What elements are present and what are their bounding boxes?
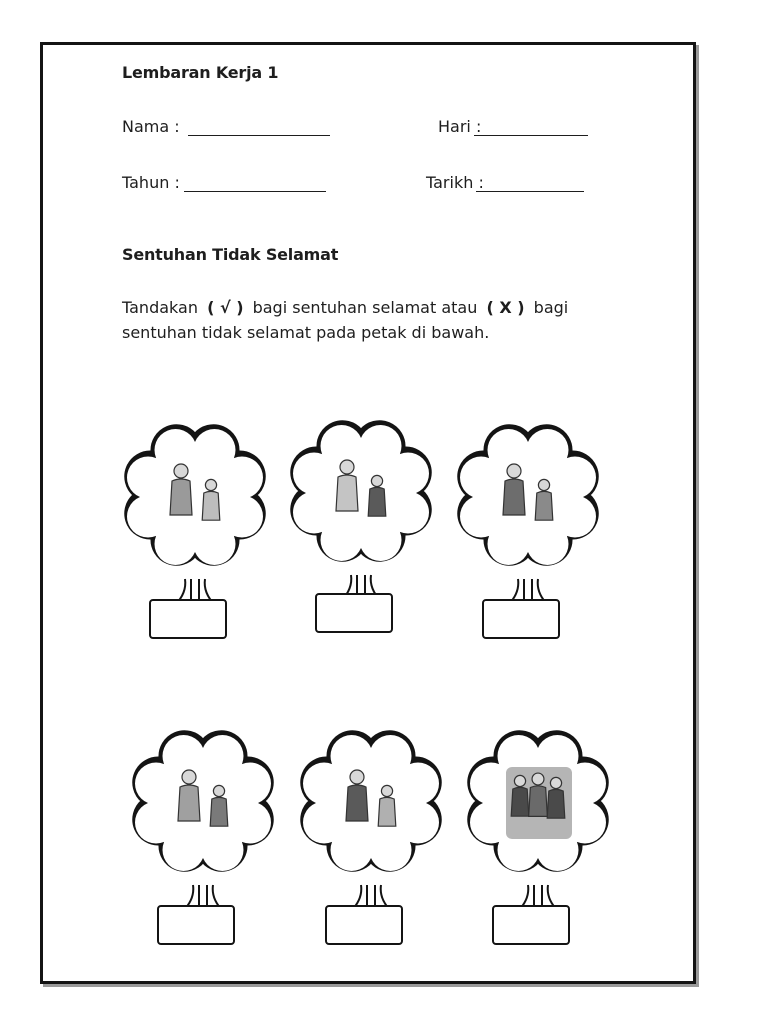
tarikh-field[interactable] — [476, 191, 584, 192]
nama-field[interactable] — [188, 135, 330, 136]
picture-card — [291, 689, 451, 945]
hari-label: Hari : — [438, 117, 482, 136]
instruction-part1: Tandakan — [122, 298, 198, 317]
section-heading: Sentuhan Tidak Selamat — [122, 245, 339, 264]
crowd-picture — [506, 767, 572, 839]
tick-mark: ( √ ) — [207, 298, 244, 317]
picture-card — [115, 383, 275, 639]
nama-label: Nama : — [122, 117, 180, 136]
worksheet-page — [40, 42, 696, 984]
tahun-label: Tahun : — [122, 173, 180, 192]
answer-box[interactable] — [149, 599, 227, 639]
hari-field[interactable] — [474, 135, 588, 136]
answer-box[interactable] — [492, 905, 570, 945]
picture-card — [458, 689, 618, 945]
picture-card — [123, 689, 283, 945]
worksheet-title: Lembaran Kerja 1 — [122, 63, 279, 82]
answer-box[interactable] — [315, 593, 393, 633]
answer-box[interactable] — [482, 599, 560, 639]
answer-box[interactable] — [325, 905, 403, 945]
picture-card — [448, 383, 608, 639]
instruction-text — [122, 295, 634, 345]
instruction-part2: bagi sentuhan selamat atau — [252, 298, 478, 317]
instruction-part3: bagi sentuhan tidak selamat pada petak di bawah. — [122, 298, 569, 342]
tahun-field[interactable] — [184, 191, 326, 192]
picture-card — [281, 379, 441, 635]
answer-box[interactable] — [157, 905, 235, 945]
tarikh-label: Tarikh : — [426, 173, 484, 192]
cross-mark: ( X ) — [486, 298, 525, 317]
